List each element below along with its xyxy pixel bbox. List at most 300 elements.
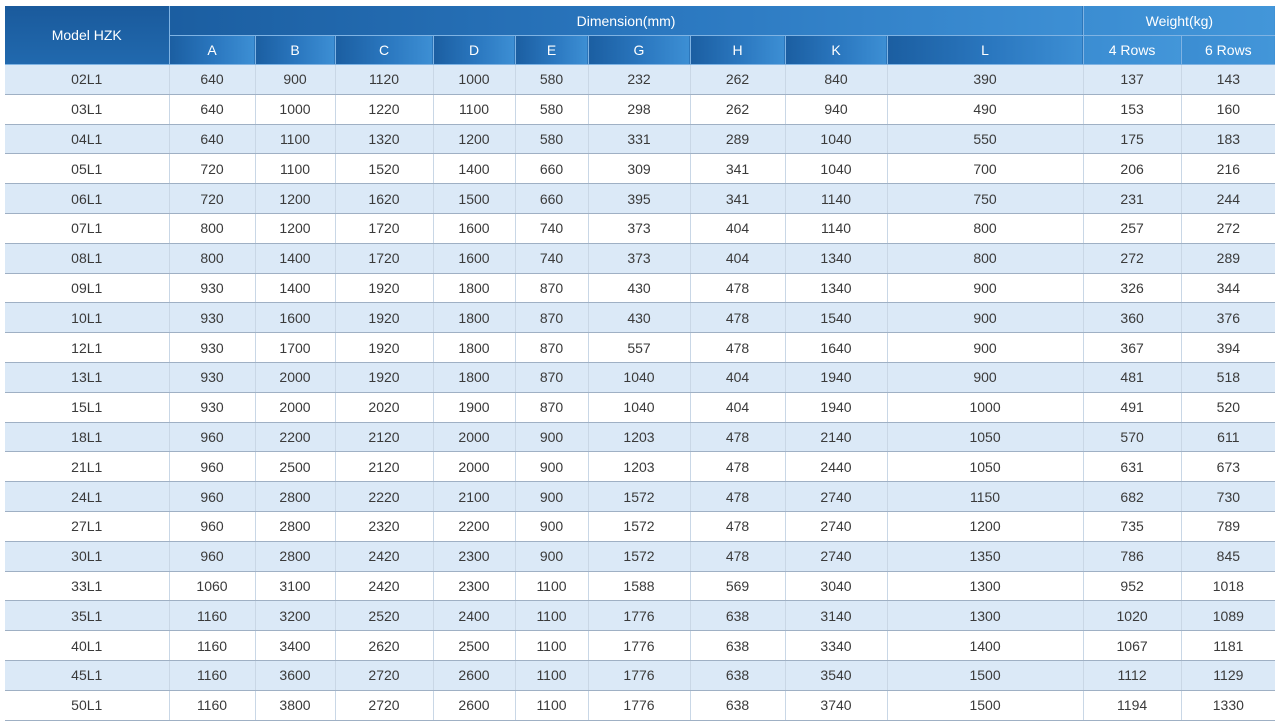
cell-dim-l: 550 xyxy=(887,124,1083,154)
cell-dim-k: 940 xyxy=(785,94,887,124)
cell-dim-d: 2100 xyxy=(433,482,515,512)
cell-dim-a: 930 xyxy=(169,392,255,422)
cell-model: 40L1 xyxy=(5,631,169,661)
cell-weight-4-rows: 735 xyxy=(1083,511,1181,541)
cell-model: 02L1 xyxy=(5,65,169,95)
cell-dim-g: 1203 xyxy=(588,452,690,482)
cell-dim-c: 1720 xyxy=(335,213,433,243)
cell-dim-e: 740 xyxy=(515,243,588,273)
cell-weight-4-rows: 206 xyxy=(1083,154,1181,184)
cell-weight-4-rows: 1067 xyxy=(1083,631,1181,661)
cell-dim-l: 1350 xyxy=(887,541,1083,571)
cell-dim-k: 1040 xyxy=(785,124,887,154)
column-header-l: L xyxy=(887,36,1083,65)
cell-dim-c: 1920 xyxy=(335,362,433,392)
column-header-c: C xyxy=(335,36,433,65)
cell-dim-a: 640 xyxy=(169,65,255,95)
column-header-b: B xyxy=(255,36,335,65)
cell-dim-h: 341 xyxy=(690,184,785,214)
cell-dim-g: 1040 xyxy=(588,362,690,392)
cell-model: 15L1 xyxy=(5,392,169,422)
cell-dim-g: 395 xyxy=(588,184,690,214)
cell-dim-e: 1100 xyxy=(515,690,588,720)
cell-dim-b: 1400 xyxy=(255,273,335,303)
cell-dim-c: 2220 xyxy=(335,482,433,512)
table-row xyxy=(5,65,1275,95)
cell-weight-6-rows: 1089 xyxy=(1181,601,1275,631)
cell-dim-d: 2300 xyxy=(433,541,515,571)
cell-dim-l: 1300 xyxy=(887,601,1083,631)
table-row xyxy=(5,303,1275,333)
cell-dim-l: 900 xyxy=(887,333,1083,363)
cell-weight-4-rows: 153 xyxy=(1083,94,1181,124)
cell-dim-e: 900 xyxy=(515,452,588,482)
cell-dim-b: 1100 xyxy=(255,154,335,184)
cell-model: 06L1 xyxy=(5,184,169,214)
cell-dim-c: 2720 xyxy=(335,660,433,690)
cell-dim-k: 3040 xyxy=(785,571,887,601)
cell-dim-e: 1100 xyxy=(515,660,588,690)
cell-dim-c: 1520 xyxy=(335,154,433,184)
cell-dim-e: 900 xyxy=(515,541,588,571)
cell-dim-l: 1500 xyxy=(887,660,1083,690)
cell-dim-e: 1100 xyxy=(515,631,588,661)
cell-dim-a: 1160 xyxy=(169,690,255,720)
cell-dim-h: 569 xyxy=(690,571,785,601)
cell-dim-e: 660 xyxy=(515,154,588,184)
cell-dim-b: 3600 xyxy=(255,660,335,690)
cell-dim-b: 2500 xyxy=(255,452,335,482)
cell-dim-a: 720 xyxy=(169,184,255,214)
column-header-e: E xyxy=(515,36,588,65)
cell-dim-l: 490 xyxy=(887,94,1083,124)
weight-group-header: Weight(kg) xyxy=(1083,6,1275,36)
cell-dim-k: 1340 xyxy=(785,273,887,303)
cell-model: 07L1 xyxy=(5,213,169,243)
table-row xyxy=(5,422,1275,452)
cell-dim-e: 870 xyxy=(515,392,588,422)
cell-dim-g: 298 xyxy=(588,94,690,124)
cell-dim-a: 960 xyxy=(169,511,255,541)
cell-weight-6-rows: 1018 xyxy=(1181,571,1275,601)
cell-model: 24L1 xyxy=(5,482,169,512)
cell-dim-g: 1572 xyxy=(588,541,690,571)
cell-weight-6-rows: 1129 xyxy=(1181,660,1275,690)
cell-dim-h: 289 xyxy=(690,124,785,154)
cell-dim-l: 1200 xyxy=(887,511,1083,541)
cell-weight-6-rows: 272 xyxy=(1181,213,1275,243)
cell-dim-a: 960 xyxy=(169,422,255,452)
cell-weight-4-rows: 631 xyxy=(1083,452,1181,482)
cell-weight-4-rows: 1112 xyxy=(1083,660,1181,690)
cell-dim-g: 1040 xyxy=(588,392,690,422)
cell-dim-d: 2000 xyxy=(433,452,515,482)
cell-dim-l: 390 xyxy=(887,65,1083,95)
cell-model: 10L1 xyxy=(5,303,169,333)
cell-dim-b: 2800 xyxy=(255,541,335,571)
cell-weight-6-rows: 845 xyxy=(1181,541,1275,571)
cell-dim-c: 1220 xyxy=(335,94,433,124)
cell-dim-a: 640 xyxy=(169,94,255,124)
cell-dim-k: 2140 xyxy=(785,422,887,452)
cell-weight-4-rows: 137 xyxy=(1083,65,1181,95)
table-row xyxy=(5,631,1275,661)
cell-weight-6-rows: 1330 xyxy=(1181,690,1275,720)
cell-dim-g: 430 xyxy=(588,303,690,333)
column-header-6-rows: 6 Rows xyxy=(1181,36,1275,65)
table-row xyxy=(5,392,1275,422)
cell-dim-d: 1600 xyxy=(433,243,515,273)
cell-dim-l: 900 xyxy=(887,303,1083,333)
cell-weight-6-rows: 611 xyxy=(1181,422,1275,452)
cell-weight-6-rows: 520 xyxy=(1181,392,1275,422)
table-row xyxy=(5,154,1275,184)
cell-dim-e: 580 xyxy=(515,124,588,154)
cell-dim-h: 638 xyxy=(690,660,785,690)
cell-dim-g: 373 xyxy=(588,213,690,243)
cell-dim-c: 2420 xyxy=(335,541,433,571)
cell-weight-4-rows: 272 xyxy=(1083,243,1181,273)
table-row xyxy=(5,94,1275,124)
cell-dim-a: 640 xyxy=(169,124,255,154)
cell-dim-l: 1050 xyxy=(887,422,1083,452)
cell-dim-h: 404 xyxy=(690,243,785,273)
cell-dim-l: 750 xyxy=(887,184,1083,214)
cell-dim-g: 1776 xyxy=(588,601,690,631)
cell-dim-l: 800 xyxy=(887,213,1083,243)
header-row-groups xyxy=(5,6,1275,36)
cell-model: 05L1 xyxy=(5,154,169,184)
cell-dim-b: 2800 xyxy=(255,482,335,512)
cell-dim-c: 1120 xyxy=(335,65,433,95)
cell-dim-e: 660 xyxy=(515,184,588,214)
cell-dim-b: 2800 xyxy=(255,511,335,541)
column-header-h: H xyxy=(690,36,785,65)
cell-dim-h: 478 xyxy=(690,303,785,333)
cell-dim-g: 309 xyxy=(588,154,690,184)
cell-dim-h: 638 xyxy=(690,631,785,661)
table-row xyxy=(5,273,1275,303)
cell-dim-k: 1140 xyxy=(785,184,887,214)
cell-dim-e: 870 xyxy=(515,362,588,392)
cell-dim-a: 800 xyxy=(169,213,255,243)
cell-dim-c: 2420 xyxy=(335,571,433,601)
cell-weight-6-rows: 518 xyxy=(1181,362,1275,392)
table-row xyxy=(5,482,1275,512)
cell-model: 33L1 xyxy=(5,571,169,601)
cell-dim-g: 373 xyxy=(588,243,690,273)
cell-dim-g: 1588 xyxy=(588,571,690,601)
table-row xyxy=(5,571,1275,601)
cell-dim-k: 1540 xyxy=(785,303,887,333)
cell-model: 13L1 xyxy=(5,362,169,392)
cell-dim-a: 1060 xyxy=(169,571,255,601)
cell-weight-4-rows: 491 xyxy=(1083,392,1181,422)
cell-dim-e: 900 xyxy=(515,511,588,541)
cell-model: 35L1 xyxy=(5,601,169,631)
column-header-g: G xyxy=(588,36,690,65)
cell-dim-a: 930 xyxy=(169,303,255,333)
cell-weight-4-rows: 326 xyxy=(1083,273,1181,303)
cell-dim-d: 1800 xyxy=(433,362,515,392)
cell-dim-b: 900 xyxy=(255,65,335,95)
column-header-4-rows: 4 Rows xyxy=(1083,36,1181,65)
cell-weight-6-rows: 730 xyxy=(1181,482,1275,512)
cell-model: 45L1 xyxy=(5,660,169,690)
cell-dim-l: 1300 xyxy=(887,571,1083,601)
cell-dim-b: 1200 xyxy=(255,184,335,214)
cell-dim-b: 2000 xyxy=(255,392,335,422)
cell-dim-l: 1500 xyxy=(887,690,1083,720)
cell-dim-h: 478 xyxy=(690,452,785,482)
cell-weight-6-rows: 183 xyxy=(1181,124,1275,154)
cell-dim-d: 2400 xyxy=(433,601,515,631)
cell-dim-e: 1100 xyxy=(515,571,588,601)
cell-dim-k: 1040 xyxy=(785,154,887,184)
cell-dim-k: 2740 xyxy=(785,541,887,571)
cell-dim-h: 404 xyxy=(690,213,785,243)
cell-dim-e: 870 xyxy=(515,303,588,333)
cell-dim-c: 2320 xyxy=(335,511,433,541)
cell-dim-h: 262 xyxy=(690,65,785,95)
header-row-columns xyxy=(5,36,1275,65)
cell-dim-k: 3540 xyxy=(785,660,887,690)
cell-dim-c: 1620 xyxy=(335,184,433,214)
column-header-a: A xyxy=(169,36,255,65)
cell-dim-d: 1600 xyxy=(433,213,515,243)
cell-dim-b: 3200 xyxy=(255,601,335,631)
column-header-k: K xyxy=(785,36,887,65)
cell-dim-d: 1200 xyxy=(433,124,515,154)
cell-weight-4-rows: 952 xyxy=(1083,571,1181,601)
cell-dim-a: 1160 xyxy=(169,601,255,631)
cell-dim-g: 232 xyxy=(588,65,690,95)
cell-dim-d: 2600 xyxy=(433,690,515,720)
cell-dim-b: 3100 xyxy=(255,571,335,601)
cell-dim-h: 404 xyxy=(690,392,785,422)
cell-dim-l: 700 xyxy=(887,154,1083,184)
table-row xyxy=(5,511,1275,541)
cell-dim-h: 638 xyxy=(690,601,785,631)
cell-dim-c: 2120 xyxy=(335,452,433,482)
model-header: Model HZK xyxy=(5,6,169,65)
cell-dim-h: 478 xyxy=(690,422,785,452)
cell-dim-e: 580 xyxy=(515,65,588,95)
cell-dim-l: 900 xyxy=(887,362,1083,392)
cell-weight-6-rows: 344 xyxy=(1181,273,1275,303)
table-row xyxy=(5,333,1275,363)
cell-model: 18L1 xyxy=(5,422,169,452)
cell-weight-6-rows: 289 xyxy=(1181,243,1275,273)
cell-model: 27L1 xyxy=(5,511,169,541)
cell-dim-h: 478 xyxy=(690,333,785,363)
cell-weight-4-rows: 786 xyxy=(1083,541,1181,571)
cell-dim-d: 2300 xyxy=(433,571,515,601)
cell-weight-6-rows: 143 xyxy=(1181,65,1275,95)
cell-dim-c: 2120 xyxy=(335,422,433,452)
cell-dim-l: 1000 xyxy=(887,392,1083,422)
cell-dim-g: 1572 xyxy=(588,511,690,541)
table-row xyxy=(5,362,1275,392)
cell-dim-a: 1160 xyxy=(169,660,255,690)
cell-weight-6-rows: 1181 xyxy=(1181,631,1275,661)
cell-dim-h: 638 xyxy=(690,690,785,720)
cell-dim-a: 960 xyxy=(169,541,255,571)
cell-dim-a: 960 xyxy=(169,452,255,482)
cell-dim-k: 2740 xyxy=(785,511,887,541)
column-header-d: D xyxy=(433,36,515,65)
cell-dim-b: 1100 xyxy=(255,124,335,154)
cell-dim-d: 2600 xyxy=(433,660,515,690)
cell-weight-6-rows: 160 xyxy=(1181,94,1275,124)
cell-dim-g: 1776 xyxy=(588,690,690,720)
cell-model: 03L1 xyxy=(5,94,169,124)
cell-dim-k: 840 xyxy=(785,65,887,95)
cell-model: 04L1 xyxy=(5,124,169,154)
cell-dim-l: 1050 xyxy=(887,452,1083,482)
cell-dim-d: 1900 xyxy=(433,392,515,422)
cell-dim-b: 3400 xyxy=(255,631,335,661)
cell-weight-4-rows: 1020 xyxy=(1083,601,1181,631)
specification-table xyxy=(5,6,1275,721)
cell-dim-h: 404 xyxy=(690,362,785,392)
cell-dim-k: 1140 xyxy=(785,213,887,243)
table-header xyxy=(5,6,1275,65)
table-row xyxy=(5,541,1275,571)
cell-dim-k: 3140 xyxy=(785,601,887,631)
cell-dim-c: 1920 xyxy=(335,333,433,363)
table-row xyxy=(5,601,1275,631)
cell-dim-k: 1640 xyxy=(785,333,887,363)
cell-dim-c: 1920 xyxy=(335,303,433,333)
cell-dim-b: 1600 xyxy=(255,303,335,333)
cell-dim-d: 2200 xyxy=(433,511,515,541)
cell-dim-k: 1940 xyxy=(785,362,887,392)
cell-dim-e: 900 xyxy=(515,422,588,452)
cell-dim-h: 478 xyxy=(690,511,785,541)
table-row xyxy=(5,213,1275,243)
cell-dim-h: 478 xyxy=(690,273,785,303)
table-row xyxy=(5,243,1275,273)
cell-dim-c: 2020 xyxy=(335,392,433,422)
cell-dim-d: 1000 xyxy=(433,65,515,95)
table-row xyxy=(5,124,1275,154)
cell-weight-4-rows: 360 xyxy=(1083,303,1181,333)
cell-dim-a: 930 xyxy=(169,333,255,363)
cell-dim-h: 262 xyxy=(690,94,785,124)
cell-dim-h: 341 xyxy=(690,154,785,184)
cell-dim-h: 478 xyxy=(690,541,785,571)
cell-weight-4-rows: 570 xyxy=(1083,422,1181,452)
cell-dim-k: 2740 xyxy=(785,482,887,512)
cell-dim-a: 960 xyxy=(169,482,255,512)
cell-model: 08L1 xyxy=(5,243,169,273)
cell-dim-c: 1320 xyxy=(335,124,433,154)
cell-dim-c: 2520 xyxy=(335,601,433,631)
cell-dim-k: 1940 xyxy=(785,392,887,422)
cell-dim-b: 3800 xyxy=(255,690,335,720)
cell-dim-b: 1200 xyxy=(255,213,335,243)
cell-dim-d: 1100 xyxy=(433,94,515,124)
table-row xyxy=(5,184,1275,214)
cell-weight-6-rows: 394 xyxy=(1181,333,1275,363)
cell-dim-b: 1000 xyxy=(255,94,335,124)
cell-weight-4-rows: 231 xyxy=(1083,184,1181,214)
cell-dim-d: 1800 xyxy=(433,303,515,333)
cell-dim-g: 1203 xyxy=(588,422,690,452)
cell-dim-g: 331 xyxy=(588,124,690,154)
cell-dim-d: 2500 xyxy=(433,631,515,661)
cell-dim-d: 1500 xyxy=(433,184,515,214)
cell-dim-a: 720 xyxy=(169,154,255,184)
cell-weight-4-rows: 481 xyxy=(1083,362,1181,392)
cell-dim-l: 800 xyxy=(887,243,1083,273)
cell-dim-e: 870 xyxy=(515,273,588,303)
cell-weight-6-rows: 216 xyxy=(1181,154,1275,184)
cell-weight-4-rows: 367 xyxy=(1083,333,1181,363)
cell-model: 12L1 xyxy=(5,333,169,363)
cell-model: 09L1 xyxy=(5,273,169,303)
table-body xyxy=(5,65,1275,721)
cell-dim-g: 430 xyxy=(588,273,690,303)
cell-dim-a: 800 xyxy=(169,243,255,273)
cell-dim-g: 1572 xyxy=(588,482,690,512)
cell-dim-k: 1340 xyxy=(785,243,887,273)
cell-weight-6-rows: 673 xyxy=(1181,452,1275,482)
cell-dim-b: 1400 xyxy=(255,243,335,273)
cell-dim-k: 3340 xyxy=(785,631,887,661)
cell-dim-a: 1160 xyxy=(169,631,255,661)
table-row xyxy=(5,660,1275,690)
cell-weight-6-rows: 789 xyxy=(1181,511,1275,541)
cell-weight-6-rows: 244 xyxy=(1181,184,1275,214)
cell-dim-b: 1700 xyxy=(255,333,335,363)
cell-dim-e: 870 xyxy=(515,333,588,363)
cell-dim-e: 740 xyxy=(515,213,588,243)
cell-weight-6-rows: 376 xyxy=(1181,303,1275,333)
cell-dim-c: 1720 xyxy=(335,243,433,273)
cell-dim-e: 1100 xyxy=(515,601,588,631)
cell-dim-d: 2000 xyxy=(433,422,515,452)
cell-dim-a: 930 xyxy=(169,273,255,303)
cell-dim-l: 900 xyxy=(887,273,1083,303)
cell-weight-4-rows: 682 xyxy=(1083,482,1181,512)
cell-dim-h: 478 xyxy=(690,482,785,512)
cell-dim-g: 1776 xyxy=(588,631,690,661)
cell-dim-l: 1150 xyxy=(887,482,1083,512)
cell-dim-e: 580 xyxy=(515,94,588,124)
table-row xyxy=(5,452,1275,482)
cell-dim-l: 1400 xyxy=(887,631,1083,661)
table-row xyxy=(5,690,1275,720)
cell-model: 50L1 xyxy=(5,690,169,720)
cell-dim-k: 3740 xyxy=(785,690,887,720)
cell-dim-g: 557 xyxy=(588,333,690,363)
cell-dim-k: 2440 xyxy=(785,452,887,482)
cell-dim-c: 2620 xyxy=(335,631,433,661)
cell-dim-c: 1920 xyxy=(335,273,433,303)
dimension-group-header: Dimension(mm) xyxy=(169,6,1083,36)
cell-dim-e: 900 xyxy=(515,482,588,512)
cell-weight-4-rows: 257 xyxy=(1083,213,1181,243)
cell-dim-g: 1776 xyxy=(588,660,690,690)
cell-weight-4-rows: 1194 xyxy=(1083,690,1181,720)
cell-dim-d: 1800 xyxy=(433,333,515,363)
cell-model: 30L1 xyxy=(5,541,169,571)
cell-dim-b: 2000 xyxy=(255,362,335,392)
cell-model: 21L1 xyxy=(5,452,169,482)
cell-dim-d: 1800 xyxy=(433,273,515,303)
